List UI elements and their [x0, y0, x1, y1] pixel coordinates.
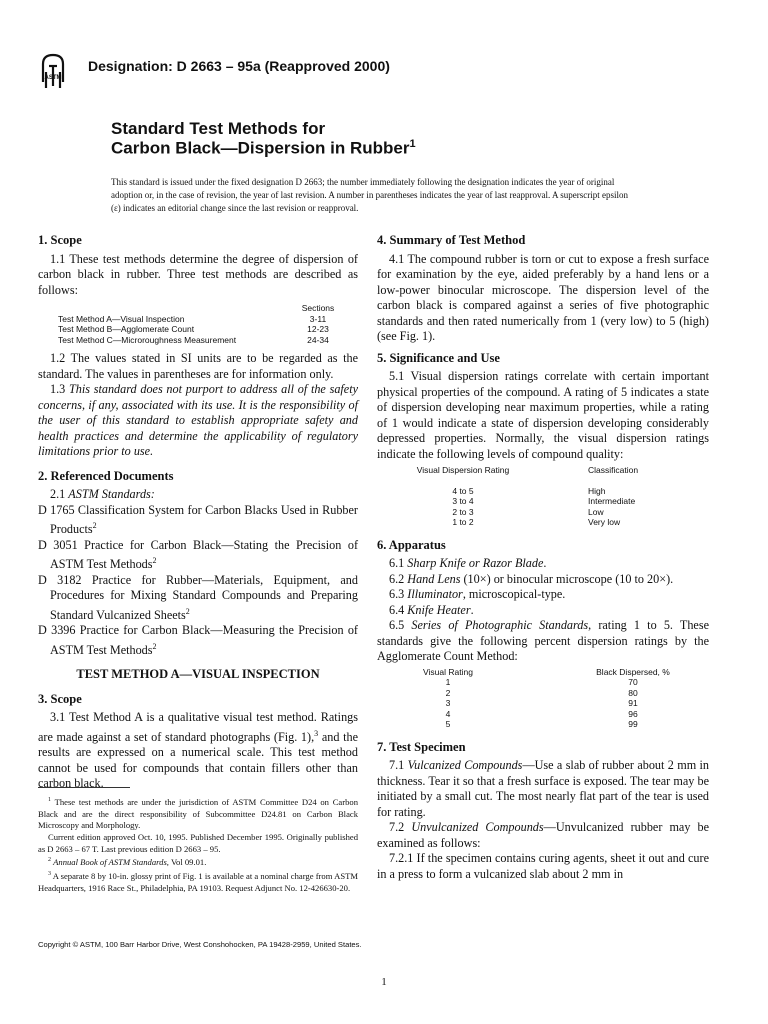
apparatus-item [377, 618, 709, 665]
paragraph-7-2-1: 7.2.1 If the specimen contains curing agents, sheet it out and cure in a press to form a vulcanized slab about 2 mm in [377, 851, 709, 881]
reference-item [38, 573, 358, 624]
item-title: Knife Heater [407, 602, 471, 617]
astm-logo-icon [40, 52, 66, 90]
table-header-sections: Sections [301, 303, 335, 313]
footnote-mark: 1 [48, 797, 51, 803]
dispersion-classification-table [393, 465, 693, 528]
table-row [393, 507, 693, 518]
method-name: Test Method B—Agglomerate Count [58, 324, 195, 334]
apparatus-item [377, 572, 709, 588]
footnote-mark: 2 [48, 857, 51, 864]
designation: Designation: D 2663 – 95a (Reapproved 2000) [88, 58, 390, 74]
table-row [393, 698, 693, 709]
reference-text: D 3396 Practice for Carbon Black—Measuring the Precision of ASTM Test Methods [38, 623, 358, 657]
footnote: Current edition approved Oct. 10, 1995. Published December 1995. Originally published as D 2663 – 67 T. Last previous edition D 2663 – 95. [38, 831, 358, 854]
item-title: Unvulcanized Compounds [411, 820, 544, 834]
section-heading-referenced: 2. Referenced Documents [38, 468, 174, 483]
table-cell: 99 [628, 719, 638, 729]
footnotes [38, 795, 358, 894]
visual-rating-table [393, 667, 693, 730]
table-cell: Low [588, 506, 604, 517]
title-line-2 [111, 138, 416, 159]
footnote-text: These test methods are under the jurisdiction of ASTM Committee D24 on Carbon Black and are the direct responsibility of Subcommittee D24.81 on Carbon Black Microscopy and Morphology. [38, 796, 359, 831]
svg-text:ASTM: ASTM [44, 75, 62, 81]
methods-table [58, 303, 358, 345]
table-row [393, 486, 693, 497]
table-cell: Very low [588, 517, 621, 527]
method-a-heading: TEST METHOD A—VISUAL INSPECTION [76, 667, 320, 682]
table-cell: 3 to 4 [452, 496, 474, 506]
subsection-title: ASTM Standards: [68, 487, 155, 501]
right-column [377, 233, 709, 882]
paragraph-number: 6.5 [389, 618, 405, 632]
table-cell: 5 [445, 719, 451, 729]
table-cell: Intermediate [588, 496, 636, 506]
paragraph-5-1: 5.1 Visual dispersion ratings correlate with certain important physical properties of the compound. A rating of 5 indicates a state of dispersion developing near maximum properties, while a rating of 1 would indicate a state of dispersion developing considerably depressed properties. Normally, the visual dispersion ratings indicate the following levels of compound quality: [377, 369, 709, 461]
paragraph-7-1 [377, 758, 709, 820]
paragraph-1-1: 1.1 These test methods determine the degree of dispersion of carbon black in rubber. Three test methods are described as follows: [38, 251, 358, 297]
paragraph-text: and the results are expressed on a numerical scale. This test method cannot be used for compounds that contain fillers other than carbon black. [38, 729, 358, 791]
paragraph-4-1: 4.1 The compound rubber is torn or cut to expose a fresh surface for examination by the eye, aided preferably by a hand lens or a low-power binocular microscope. The dispersion level of the carbon black is compared against a series of five photographic standards and then rated numerically from 1 (very low) to 5 (high) (see Fig. 1). [377, 251, 709, 343]
footnote-text: A separate 8 by 10-in. glossy print of Fig. 1 is available at a nominal charge from ASTM Headquarters, 1916 Race St., Philadelphia, PA 19103. Request Adjunct No. 12-426630-20. [38, 870, 358, 893]
paragraph-number: 6.3 [389, 587, 405, 601]
table-cell: 1 to 2 [452, 517, 474, 527]
section-heading-scope-3: 3. Scope [38, 691, 82, 706]
table-row [58, 303, 358, 314]
apparatus-item [377, 556, 709, 572]
reference-item [38, 623, 358, 658]
table-row [393, 709, 693, 720]
issued-note: This standard is issued under the fixed designation D 2663; the number immediately following the designation indicates the year of original adoption or, in the case of revision, the year of last revision. A number in parentheses indicates the year of last reapproval. A superscript epsilon (ε) indicates an editorial change since the last revision or reapproval. [111, 177, 628, 213]
table-row [58, 324, 358, 335]
paragraph-2-1 [38, 487, 358, 503]
paragraph-number: 7.2 [389, 820, 405, 834]
paragraph-number: 2.1 [50, 487, 66, 501]
table-cell: 91 [628, 698, 638, 708]
paragraph-number: 6.2 [389, 571, 405, 586]
footnote-mark: 2 [185, 606, 190, 616]
title-text: Carbon Black—Dispersion in Rubber [111, 138, 410, 158]
section-heading-scope: 1. Scope [38, 233, 82, 247]
section-heading-significance: 5. Significance and Use [377, 350, 500, 365]
item-text: —Unvulcanized rubber may be examined as follows: [377, 820, 710, 850]
table-row [393, 496, 693, 507]
table-header: Visual Dispersion Rating [416, 465, 510, 475]
footnote [38, 795, 358, 832]
table-header: Classification [588, 465, 639, 475]
item-text: —Use a slab of rubber about 2 mm in thickness. Tear it so that a fresh surface is exposed. The tear may be initiated by a small cut. The most nearly flat part of the tear is used for rating. [377, 758, 710, 819]
section-heading-specimen: 7. Test Specimen [377, 739, 466, 754]
paragraph-7-2 [377, 820, 709, 851]
table-cell: 4 [445, 708, 451, 719]
table-cell: 2 to 3 [452, 506, 474, 517]
method-name: Test Method A—Visual Inspection [58, 313, 185, 324]
item-text: , microscopical-type. [462, 587, 566, 601]
table-row [58, 314, 358, 325]
footnote-title: Annual Book of ASTM Standards [53, 857, 167, 868]
footnote [38, 855, 358, 869]
item-text: . [470, 602, 474, 617]
reference-text: D 3051 Practice for Carbon Black—Stating the Precision of ASTM Test Methods [38, 537, 358, 572]
safety-caveat: This standard does not purport to address all of the safety concerns, if any, associated with its use. It is the responsibility of the user of this standard to establish appropriate safety and health practices and determine the applicability of regulatory limitations prior to use. [38, 382, 359, 458]
table-header: Visual Rating [423, 666, 473, 677]
reference-item [38, 538, 358, 573]
table-row [393, 465, 693, 486]
footnote [38, 869, 358, 894]
reference-text: D 1765 Classification System for Carbon Blacks Used in Rubber Products [38, 502, 358, 537]
paragraph-text: 3.1 Test Method A is a qualitative visual test method. Ratings are made against a set of standard photographs (Fig. 1), [38, 710, 358, 744]
footnote-divider [38, 787, 130, 788]
item-text: . [543, 556, 547, 570]
table-cell: 1 [445, 677, 451, 687]
footnote-mark: 3 [314, 728, 319, 738]
table-row [393, 688, 693, 699]
table-cell: 4 to 5 [452, 485, 474, 496]
paragraph-number: 1.3 [50, 382, 66, 396]
method-sections: 12-23 [307, 324, 329, 334]
section-heading-summary: 4. Summary of Test Method [377, 233, 526, 247]
footnote-mark: 2 [152, 556, 157, 566]
table-cell: 70 [628, 677, 638, 687]
table-cell: 3 [445, 698, 451, 708]
item-title: Hand Lens [407, 571, 461, 586]
table-cell: 80 [628, 687, 638, 698]
table-header: Black Dispersed, % [596, 666, 670, 677]
footnote-text: , Vol 09.01. [166, 857, 207, 868]
item-text: (10×) or binocular microscope (10 to 20×). [460, 571, 674, 586]
reference-item [38, 503, 358, 538]
section-heading-apparatus: 6. Apparatus [377, 537, 446, 552]
paragraph-3-1 [38, 710, 358, 792]
paragraph-1-3 [38, 382, 358, 460]
table-row [393, 667, 693, 678]
footnote-mark: 2 [92, 521, 97, 530]
table-row [58, 335, 358, 346]
table-cell: High [588, 485, 606, 496]
table-row [393, 719, 693, 730]
table-row [393, 677, 693, 688]
item-title: Sharp Knife or Razor Blade [407, 556, 544, 570]
table-cell: 2 [445, 687, 451, 698]
apparatus-item [377, 603, 709, 619]
paragraph-number: 6.1 [389, 556, 405, 570]
left-column [38, 233, 358, 792]
item-title: Series of Photographic Standards [411, 618, 589, 632]
copyright-line: Copyright © ASTM, 100 Barr Harbor Drive, West Conshohocken, PA 19428-2959, United States. [38, 940, 362, 949]
title-line-1: Standard Test Methods for [111, 119, 326, 138]
reference-text: D 3182 Practice for Rubber—Materials, Equipment, and Procedures for Mixing Standard Compounds and Preparing Standard Vulcanized Sheets [38, 572, 358, 622]
paragraph-1-2: 1.2 The values stated in SI units are to be regarded as the standard. The values in parentheses are for information only. [38, 351, 358, 381]
table-row [393, 517, 693, 528]
footnote-mark: 2 [152, 641, 157, 651]
method-sections: 3-11 [309, 313, 327, 324]
paragraph-number: 7.1 [389, 758, 405, 772]
item-text: , rating 1 to 5. These standards give the following percent dispersion ratings by the Agglomerate Count Method: [377, 618, 709, 663]
method-name: Test Method C—Microroughness Measurement [58, 334, 237, 345]
table-cell: 96 [628, 708, 638, 719]
apparatus-item [377, 587, 709, 603]
item-title: Vulcanized Compounds [407, 758, 523, 772]
page-number: 1 [381, 976, 387, 988]
paragraph-number: 6.4 [389, 602, 405, 617]
method-sections: 24-34 [307, 334, 329, 345]
footnote-mark: 3 [48, 870, 51, 877]
title-footnote-mark: 1 [409, 138, 416, 150]
item-title: Illuminator [407, 587, 463, 601]
